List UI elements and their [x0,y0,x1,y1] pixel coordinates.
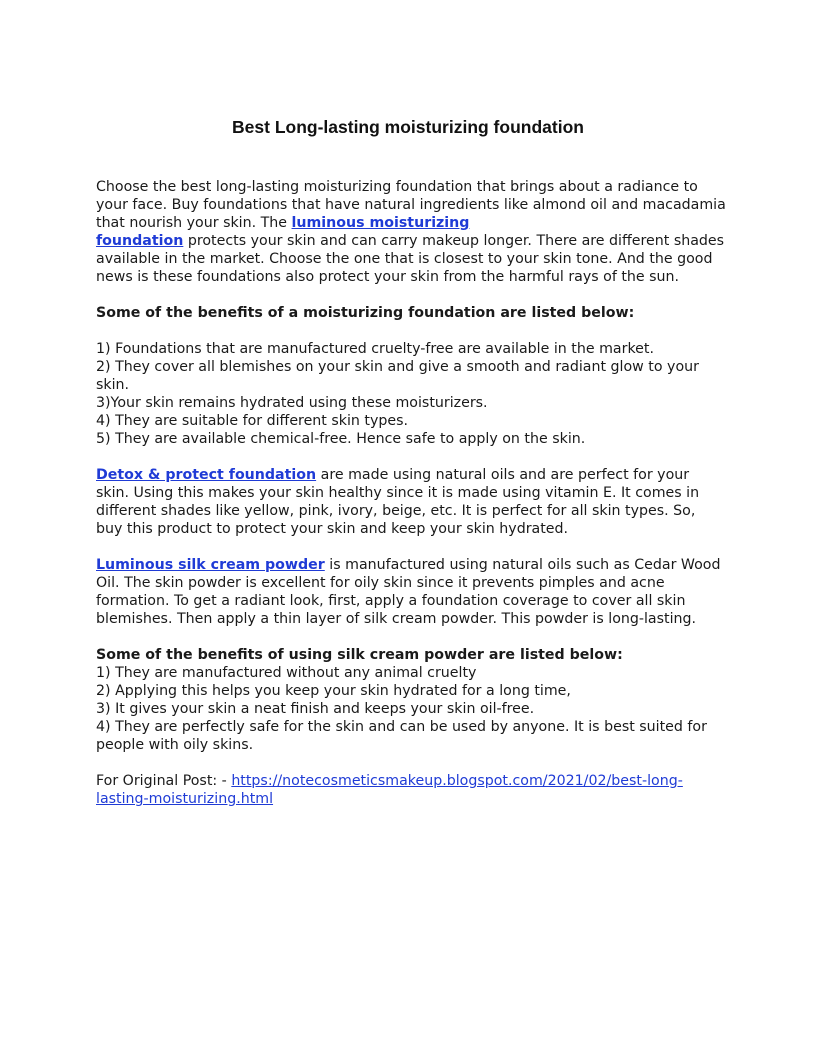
benefit-item: 1) They are manufactured without any animal cruelty [96,665,477,681]
benefit-item: 4) They are perfectly safe for the skin and can be used by anyone. It is best suited for people with oily skins. [96,719,707,753]
benefits-heading-2: Some of the benefits of using silk cream powder are listed below: [96,647,623,663]
benefit-item: 1) Foundations that are manufactured cruelty-free are available in the market. [96,341,654,357]
silk-text: is manufactured using natural oils such as Cedar Wood Oil. The skin powder is excellent for oily skin since it prevents pimples and acne formation. To get a radiant look, first, apply a foundation coverage to cover all skin blemishes. Then apply a thin layer of silk cream powder. This powder is long-lasting. [96,557,721,627]
intro-text-2: protects your skin and can carry makeup longer. There are different shades available in the market. Choose the one that is closest to your skin tone. And the good news is these foundations also protect your skin from the harmful rays of the sun. [96,233,725,285]
intro-text-1: Choose the best long-lasting moisturizing foundation that brings about a radiance to your face. Buy foundations that have natural ingredients like almond oil and macadamia that nourish your skin. The [96,179,726,231]
document-body [96,178,726,808]
detox-paragraph [96,466,726,538]
source-label: For Original Post: - [96,773,232,789]
original-post-link[interactable]: https://notecosmeticsmakeup.blogspot.com/2021/02/best-long-lasting-moisturizing.html [96,773,683,807]
benefit-item: 5) They are available chemical-free. Hence safe to apply on the skin. [96,431,586,447]
silk-paragraph [96,556,726,628]
document-title: Best Long-lasting moisturizing foundation [232,117,584,137]
source-paragraph [96,772,726,808]
benefit-item: 2) They cover all blemishes on your skin and give a smooth and radiant glow to your skin. [96,359,699,393]
benefit-item: 3) It gives your skin a neat finish and keeps your skin oil-free. [96,701,535,717]
benefit-item: 3)Your skin remains hydrated using these moisturizers. [96,395,488,411]
luminous-silk-cream-powder-link[interactable]: Luminous silk cream powder [96,557,325,573]
benefit-item: 2) Applying this helps you keep your skin hydrated for a long time, [96,683,571,699]
benefits-heading-1: Some of the benefits of a moisturizing foundation are listed below: [96,305,635,321]
detox-text: are made using natural oils and are perfect for your skin. Using this makes your skin healthy since it is made using vitamin E. It comes in different shades like yellow, pink, ivory, beige, etc. It is perfect for all skin types. So, buy this product to protect your skin and keep your skin hydrated. [96,467,700,537]
luminous-link-text-a: luminous moisturizing [291,215,470,231]
benefit-item: 4) They are suitable for different skin types. [96,413,409,429]
luminous-link-text-b: foundation [96,233,184,249]
intro-paragraph [96,178,726,286]
detox-protect-foundation-link[interactable]: Detox & protect foundation [96,467,317,483]
